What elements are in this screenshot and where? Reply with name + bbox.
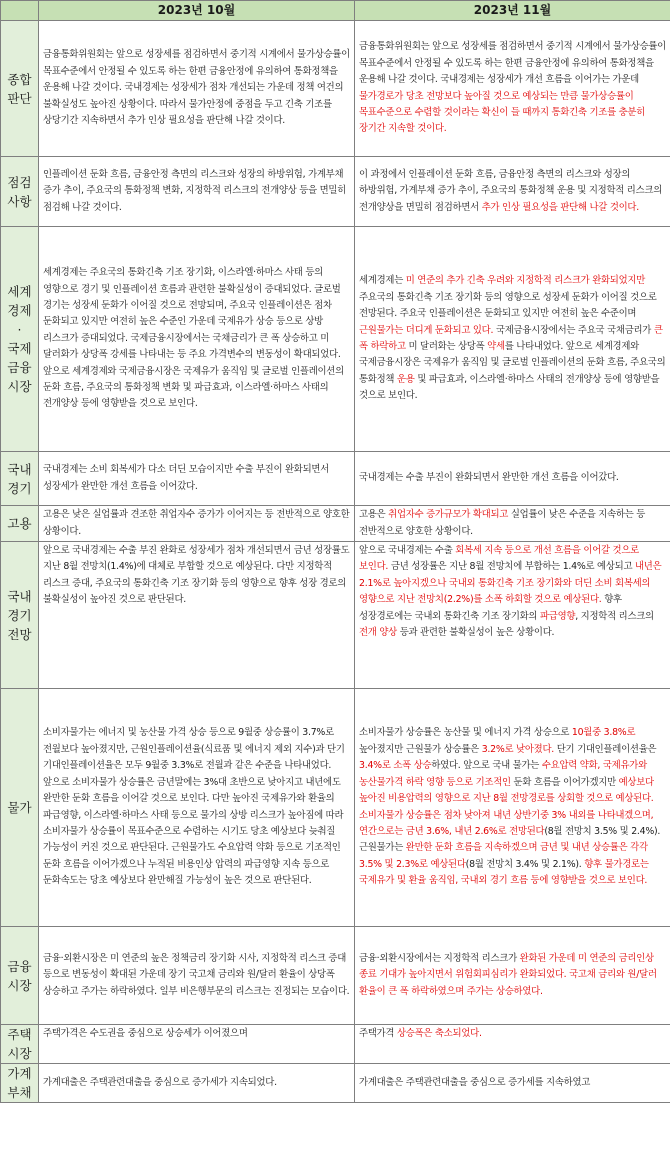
- body-text: 국내경제는 수출 부진이 완화되면서 완만한 개선 흐름을 이어갔다.: [359, 472, 619, 484]
- row-label-check-items: 점검 사항: [1, 157, 39, 227]
- changed-text: 향후 물가경로는 국제유가 및 환율 움직임, 국내외 경기 흐름 등에 영향받을 것으로 보인다.: [359, 858, 649, 887]
- changed-text: 파급영향: [539, 610, 576, 622]
- row-label-housing-market: 주택 시장: [1, 1025, 39, 1064]
- body-text: 앞으로 국내경제는 수출: [359, 545, 456, 556]
- body-text: 세계경제는 주요국의 통화긴축 기조 장기화, 이스라엘·하마스 사태 등의 영향으로 경기 및 인플레이션 흐름과 관련한 불확실성이 증대되었다. 글로벌 경기는 성장세 둔화가 이어질 것으로 전망되며, 주요국 인플레이션은 점차 둔화되고 있지만 여전히 높은 수준인 가운데 국제유가 상승 등으로 상방 리스크가 증대되었다. 국제금융시장에서는 국채금리가 큰 폭 상승하고 미 달러화가 상당폭 강세를 나타내는 등 주요 가격변수의 변동성이 확대되었다. 앞으로 세계경제와 국제금융시장은 국제유가 움직임 및 글로벌 인플레이션의 둔화 흐름, 주요국의 통화정책 변화 및 파급효과, 이스라엘·하마스 사태의 전개양상 등에 영향받을 것으로 보인다.: [43, 267, 344, 410]
- changed-text: 약세: [487, 341, 505, 352]
- header-row: [1, 1, 670, 21]
- body-text: 인플레이션 둔화 흐름, 금융안정 측면의 리스크와 성장의 하방위험, 가계부채 증가 추이, 주요국의 통화정책 변화, 지정학적 리스크의 전개양상 등을 면밀히 점검해 나갈 것이다.: [43, 168, 347, 213]
- nov-text-housing-market: [355, 1025, 670, 1064]
- row-household-debt: [1, 1064, 670, 1103]
- row-financial-market: [1, 927, 670, 1025]
- body-text: 세계경제는: [359, 275, 406, 287]
- row-label-employment: 고용: [1, 506, 39, 542]
- changed-text: 물가경로가 당초 전망보다 높아질 것으로 예상되는 만큼 물가상승률이 목표수준으로 수렴할 것이라는 확신이 들 때까지 통화긴축 기조를 충분히 장기간 지속할 것이다.: [359, 90, 646, 135]
- corner-header: [1, 1, 39, 21]
- changed-text: 예상보다 높아진 비용압력의 영향으로 지난 8월 전망경로를 상회할 것으로 예상된다. 소비자물가 상승률은 점차 낮아져 내년 상반기중 3% 내외를 나타내겠으며, 연간으로는 금년 3.6%, 내년 2.6%로 전망된다: [359, 776, 654, 837]
- body-text: 높아졌지만 근원물가 상승률은: [359, 743, 482, 755]
- oct-text-housing-market: [39, 1025, 355, 1064]
- body-text: 고용은: [359, 509, 389, 521]
- nov-text-household-debt: [355, 1064, 670, 1103]
- row-check-items: [1, 157, 670, 227]
- body-text: 주택가격: [359, 1028, 397, 1039]
- body-text: 가계대출은 주택관련대출을 중심으로 증가세를 지속하였고: [359, 1076, 591, 1088]
- body-text: 주택가격은 수도권을 중심으로 상승세가 이어졌으며: [43, 1028, 248, 1039]
- row-label-financial-market: 금융 시장: [1, 927, 39, 1025]
- nov-text-prices: [355, 689, 670, 927]
- changed-text: 근원물가는 더디게 둔화되고 있다.: [359, 324, 494, 336]
- body-text: 단기 기대인플레이션율은: [554, 743, 657, 755]
- changed-text: 3.2%로 낮아졌다.: [481, 743, 554, 755]
- oct-text-employment: [39, 506, 355, 542]
- oct-text-overall-judgment: [39, 21, 355, 157]
- body-text: 이 과정에서 인플레이션 둔화 흐름, 금융안정 측면의 리스크와 성장의 하방위험, 가계부채 증가 추이, 주요국의 통화정책 운용 및 지정학적 리스크의 전개양상을 면밀히 점검하면서: [359, 168, 663, 213]
- changed-text: 완화된 가운데 미 연준의 금리인상 종료 기대가 높아지면서 위험회피심리가 완화되었다. 국고채 금리와 원/달러 환율이 큰 폭 하락하였으며 주가는 상승하였다.: [359, 952, 657, 997]
- body-text: 실업률이 낮은 수준을 지속하는 등 전반적으로 양호한 상황이다.: [359, 509, 646, 537]
- changed-text: 내년은 2.1%로 높아지겠으나 국내외 통화긴축 기조 장기화와 더딘 소비 회복세의 영향으로 지난 전망치(2.2%)를 소폭 하회할 것으로 예상된다.: [359, 561, 662, 606]
- nov-text-check-items: [355, 157, 670, 227]
- oct-text-financial-market: [39, 927, 355, 1025]
- oct-text-prices: [39, 689, 355, 927]
- body-text: 앞으로 국내경제는 수출 부진 완화로 성장세가 점차 개선되면서 금년 성장률도 지난 8월 전망치(1.4%)에 대체로 부합할 것으로 예상된다. 다만 지정학적 리스크 증대, 주요국의 통화긴축 기조 장기화 등의 영향으로 향후 성장 경로의 불확실성이 높아진 것으로 판단된다.: [43, 545, 350, 606]
- changed-text: 전개 양상: [359, 627, 397, 639]
- row-label-domestic-economy: 국내 경기: [1, 452, 39, 506]
- row-prices: [1, 689, 670, 927]
- body-text: 가계대출은 주택관련대출을 중심으로 증가세가 지속되었다.: [43, 1076, 277, 1088]
- changed-text: 운용: [396, 373, 415, 385]
- changed-text: 추가 인상 필요성을 판단해 나갈 것이다.: [481, 201, 639, 213]
- body-text: 금융통화위원회는 앞으로 성장세를 점검하면서 중기적 시계에서 물가상승률이 목표수준에서 안정될 수 있도록 하는 한편 금융안정에 유의하여 통화정책을 운용해 나갈 것이다. 국내경제는 성장세가 점차 개선되는 가운데 정책 여건의 불확실성도 높아진 상황이다. 따라서 물가안정에 중점을 두고 긴축 기조를 상당기간 지속하면서 추가 인상 필요성을 판단해 나갈 것이다.: [43, 49, 350, 127]
- col-header-nov: 2023년 11월: [355, 1, 670, 21]
- body-text: 향후 성장경로에는 국내외 통화긴축 기조 장기화의: [359, 594, 622, 622]
- body-text: 금융·외환시장에서는 지정학적 리스크가: [359, 952, 520, 964]
- body-text: , 지정학적 리스크의: [575, 610, 654, 622]
- changed-text: 취업자수 증가규모가 확대되고: [388, 509, 509, 521]
- body-text: 둔화 흐름을 이어가겠지만: [510, 776, 619, 788]
- oct-text-check-items: [39, 157, 355, 227]
- nov-text-employment: [355, 506, 670, 542]
- row-label-overall-judgment: 종합 판단: [1, 21, 39, 157]
- body-text: 주요국의 통화긴축 기조 장기화 등의 영향으로 성장세 둔화가 이어질 것으로 전망된다. 주요국 인플레이션은 둔화되고 있지만 여전히 높은 수준이며: [359, 291, 657, 320]
- nov-text-domestic-economy: [355, 452, 670, 506]
- body-text: 미 달러화는 상당폭: [405, 341, 488, 352]
- col-header-oct: 2023년 10월: [39, 1, 355, 21]
- row-employment: [1, 506, 670, 542]
- row-housing-market: [1, 1025, 670, 1064]
- body-text: 금융·외환시장은 미 연준의 높은 정책금리 장기화 시사, 지정학적 리스크 증대 등으로 변동성이 확대된 가운데 장기 국고채 금리와 원/달러 환율이 상당폭 상승하고 주가는 하락하였다. 일부 비은행부문의 리스크는 진정되는 모습이다.: [43, 952, 350, 997]
- changed-text: 큰 폭 하락하고: [359, 324, 663, 352]
- body-text: 국제금융시장에서는 주요국 국채금리가: [493, 324, 654, 336]
- row-label-household-debt: 가계 부채: [1, 1064, 39, 1103]
- oct-text-household-debt: [39, 1064, 355, 1103]
- oct-text-domestic-economy: [39, 452, 355, 506]
- oct-text-global-economy: [39, 227, 355, 452]
- body-text: 및 파급효과, 이스라엘·하마스 사태의 전개양상 등에 영향받을 것으로 보인다.: [359, 373, 660, 402]
- body-text: 국내경제는 소비 회복세가 다소 더딘 모습이지만 수출 부진이 완화되면서 성장세가 완만한 개선 흐름을 이어갔다.: [43, 464, 330, 492]
- row-overall-judgment: [1, 21, 670, 157]
- body-text: 고용은 낮은 실업률과 견조한 취업자수 증가가 이어지는 등 전반적으로 양호한 상황이다.: [43, 509, 350, 537]
- nov-text-global-economy: [355, 227, 670, 452]
- body-text: 를 나타내었다. 앞으로 세계경제와 국제금융시장은 국제유가 움직임 및 글로벌 인플레이션의 둔화 흐름, 주요국의 통화정책: [359, 341, 666, 385]
- changed-text: 상승폭은 축소되었다.: [396, 1028, 482, 1039]
- changed-text: 회복세 지속 등으로 개선 흐름을 이어갈 것으로 보인다.: [359, 545, 639, 573]
- body-text: 하였다. 앞으로 국내 물가는: [431, 760, 542, 772]
- row-label-domestic-outlook: 국내 경기 전망: [1, 542, 39, 689]
- oct-text-domestic-outlook: [39, 542, 355, 689]
- body-text: 등과 관련한 불확실성이 높은 상황이다.: [396, 627, 555, 639]
- body-text: 금융통화위원회는 앞으로 성장세를 점검하면서 중기적 시계에서 물가상승률이 목표수준에서 안정될 수 있도록 하는 한편 금융안정에 유의하여 통화정책을 운용해 나갈 것이다. 국내경제는 성장세가 개선 흐름을 이어가는 가운데: [359, 41, 666, 86]
- body-text: (8월 전망치 3.5% 및 2.4%). 근원물가는: [359, 825, 661, 854]
- row-label-global-economy: 세계 경제 · 국제 금융 시장: [1, 227, 39, 452]
- row-domestic-economy: [1, 452, 670, 506]
- body-text: 소비자물가는 에너지 및 농산물 가격 상승 등으로 9월중 상승률이 3.7%로 전월보다 높아졌지만, 근원인플레이션율(식료품 및 에너지 제외 지수)과 단기 기대인플레이션율은 모두 9월중 3.3%로 전월과 같은 수준을 나타내었다. 앞으로 소비자물가 상승률은 금년말에는 3%대 초반으로 낮아지고 내년에도 완만한 둔화 흐름을 이어갈 것으로 보인다. 다만 높아진 국제유가와 환율의 파급영향, 이스라엘·하마스 사태 등으로 물가의 상방 리스크가 높아짐에 따라 소비자물가 상승률이 목표수준으로 수렴하는 시기도 당초 예상보다 늦춰질 가능성이 커진 것으로 판단된다. 근원물가도 수요압력 약화 등으로 기조적인 둔화 흐름을 이어가겠으나 누적된 비용인상 압력의 파급영향 지속 등으로 둔화속도는 당초 예상보다 완만해질 가능성이 높은 것으로 판단된다.: [43, 727, 345, 887]
- changed-text: 완만한 둔화 흐름을 지속하겠으며 금년 및 내년 상승률은 각각 3.5% 및 2.3%로 예상된다: [359, 842, 648, 870]
- body-text: 소비자물가 상승률은 농산물 및 에너지 가격 상승으로: [359, 727, 572, 739]
- body-text: 금년 성장률은 지난 8월 전망치에 부합하는 1.4%로 예상되고: [388, 561, 635, 573]
- body-text: (8월 전망치 3.4% 및 2.1%).: [465, 858, 585, 870]
- row-label-prices: 물가: [1, 689, 39, 927]
- row-domestic-outlook: [1, 542, 670, 689]
- nov-text-overall-judgment: [355, 21, 670, 157]
- changed-text: 10월중 3.8%로: [571, 727, 636, 739]
- row-global-economy: [1, 227, 670, 452]
- changed-text: 3.4%로 소폭 상승: [359, 760, 432, 772]
- changed-text: 수요압력 약화, 국제유가와 농산물가격 하락 영향 등으로 기조적인: [359, 760, 647, 788]
- nov-text-financial-market: [355, 927, 670, 1025]
- nov-text-domestic-outlook: [355, 542, 670, 689]
- changed-text: 미 연준의 추가 긴축 우려와 지정학적 리스크가 완화되었지만: [405, 275, 646, 287]
